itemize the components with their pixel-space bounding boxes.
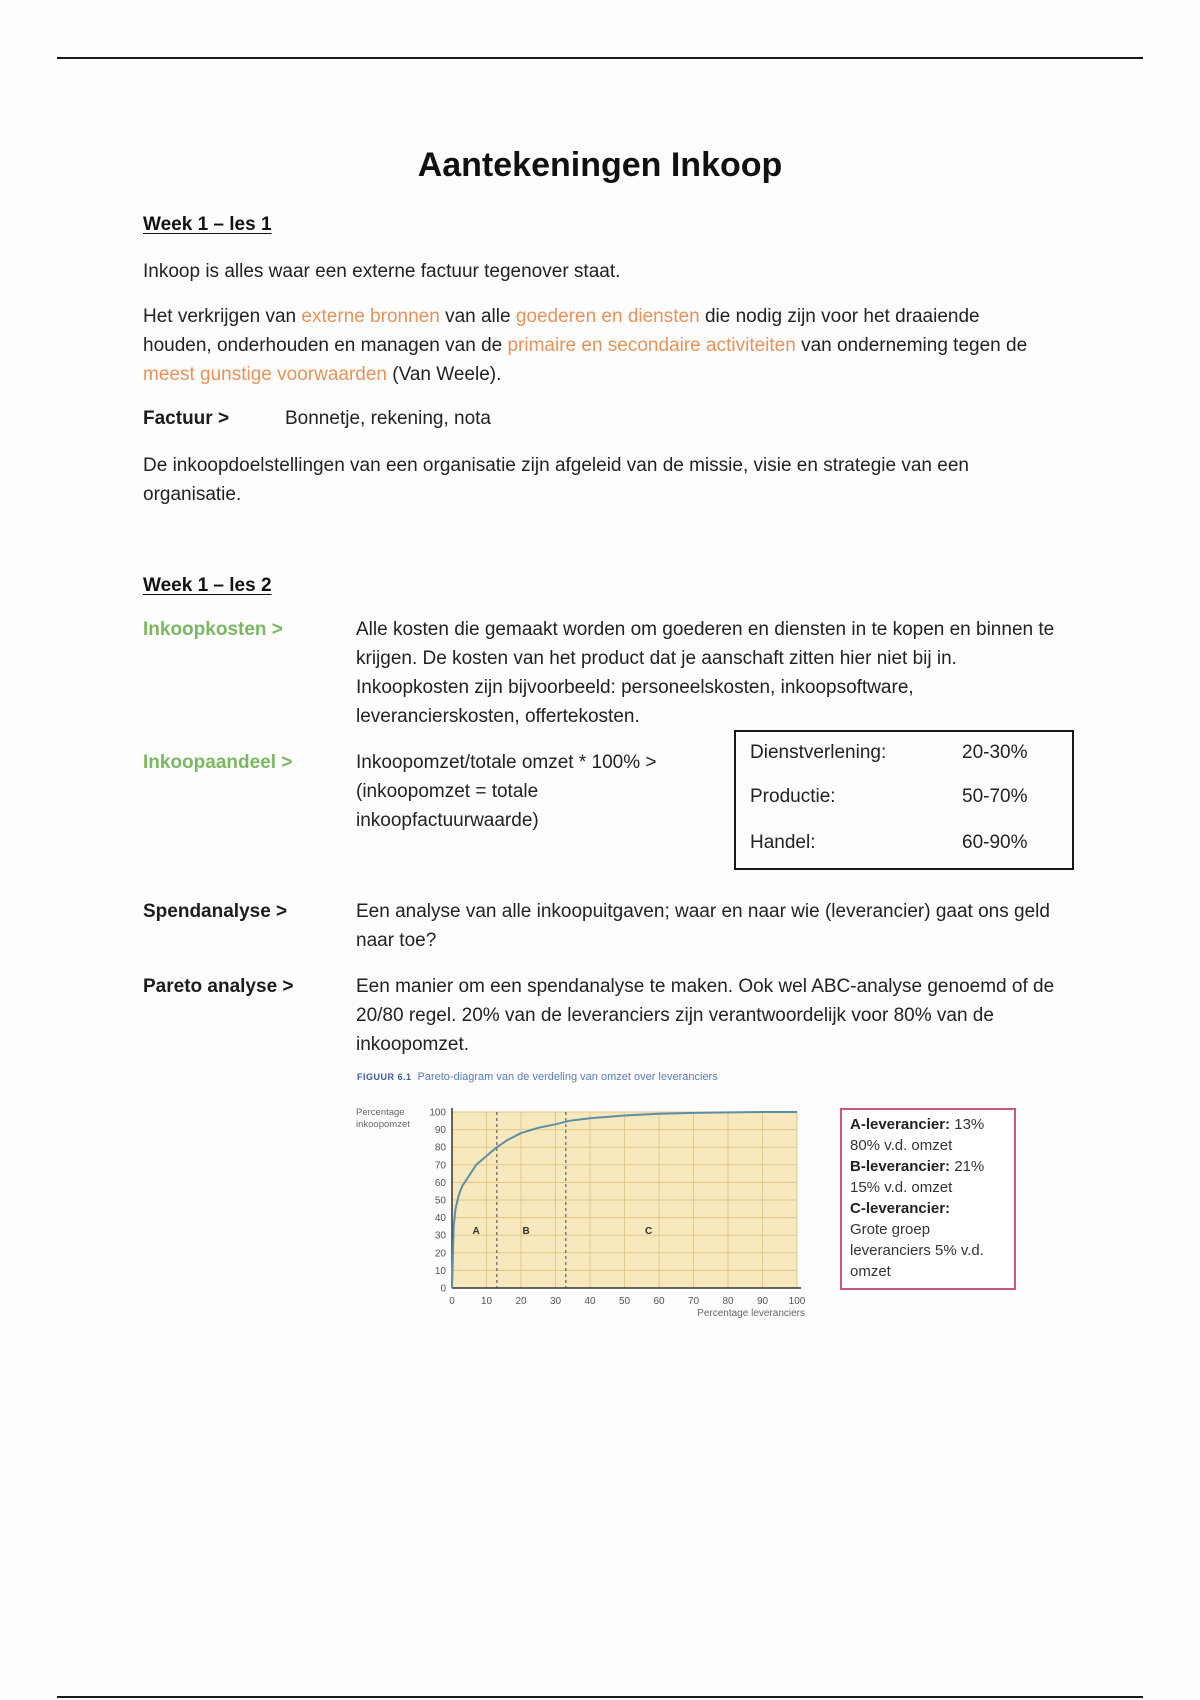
y-tick-label: 10 [434,1265,446,1277]
share-row [750,742,1058,764]
legend-c-text: Grote groep leveranciers 5% v.d. omzet [850,1221,984,1280]
definition-text: van onderneming tegen de [795,335,1028,356]
x-tick-label: 50 [618,1296,631,1307]
share-value: 50-70% [962,786,1028,807]
y-tick-label: 0 [440,1283,446,1295]
y-tick-label: 100 [429,1107,446,1119]
definition-inkoopkosten: Alle kosten die gemaakt worden om goederen en diensten in te kopen en binnen te krijgen. De kosten van het product dat je aanschaft zitten hier niet bij in. Inkoopkosten zijn bijvoorbeeld: personeelskosten, inkoopsoftware, leverancierskosten, offertekosten. [356,619,1055,727]
region-label: B [522,1225,530,1237]
legend-b-text: 15% v.d. omzet [850,1179,953,1196]
week1-paragraph-3: De inkoopdoelstellingen van een organisatie zijn afgeleid van de missie, visie en strategie van een organisatie. [143,455,969,505]
x-tick-label: 20 [515,1296,527,1307]
y-tick-label: 20 [434,1248,446,1260]
y-tick-label: 60 [434,1177,446,1189]
y-tick-label: 50 [434,1195,446,1207]
share-row [750,832,1058,854]
header-rule [57,57,1143,59]
term-inkoopaandeel: Inkoopaandeel > [143,752,293,773]
pareto-chart [352,1098,812,1328]
x-axis-label: Percentage leveranciers [697,1308,805,1319]
term-spendanalyse: Spendanalyse > [143,901,288,922]
x-tick-label: 80 [722,1296,734,1307]
share-value: 20-30% [962,742,1028,763]
definition-text: Het verkrijgen van [143,306,302,327]
share-label: Handel: [750,832,816,853]
definition-pareto-analyse: Een manier om een spendanalyse te maken. Ook wel ABC-analyse genoemd of de 20/80 regel. 20% van de leveranciers zijn verantwoordelijk voor 80% van de inkoopomzet. [356,976,1055,1055]
term-inkoopkosten: Inkoopkosten > [143,619,283,640]
legend-c [850,1198,1006,1219]
legend-c-label: C-leverancier: [850,1200,951,1217]
legend-a [850,1114,1006,1135]
definition-text: van alle [439,306,516,327]
definition-inkoopaandeel: Inkoopomzet/totale omzet * 100% > (inkoopomzet = totale inkoopfactuurwaarde) [356,752,657,831]
factuur-term: Factuur > [143,408,230,429]
y-axis-label: inkoopomzet [356,1119,410,1130]
y-tick-label: 90 [434,1125,446,1137]
highlighted-phrase: goederen en diensten [515,306,700,327]
x-tick-label: 100 [788,1296,806,1307]
x-tick-label: 60 [653,1296,665,1307]
factuur-definition: Bonnetje, rekening, nota [285,408,491,429]
legend-a-label: A-leverancier: [850,1116,951,1133]
x-tick-label: 70 [687,1296,700,1307]
y-axis-label: Percentage [356,1107,405,1118]
abc-legend-box [840,1108,1016,1290]
y-tick-label: 80 [434,1142,446,1154]
highlighted-phrase: externe bronnen [301,306,440,327]
share-value: 60-90% [962,832,1028,853]
term-pareto-analyse: Pareto analyse > [143,976,294,997]
week1-definition [143,302,1043,389]
share-row [750,786,1058,808]
figure-title: Pareto-diagram van de verdeling van omzet over leveranciers [417,1071,718,1083]
definition-text: die nodig zijn voor het draaiende houden, onderhouden en managen van de [143,306,980,356]
x-tick-label: 10 [480,1296,493,1307]
x-tick-label: 40 [584,1296,596,1307]
purchase-share-box [734,730,1074,870]
x-tick-label: 90 [756,1296,769,1307]
highlighted-phrase: meest gunstige voorwaarden [143,364,387,385]
x-tick-label: 30 [549,1296,562,1307]
y-tick-label: 40 [434,1213,446,1225]
highlighted-phrase: primaire en secondaire activiteiten [507,335,796,356]
page-title: Aantekeningen Inkoop [417,146,783,184]
share-label: Dienstverlening: [750,742,887,763]
week1-heading: Week 1 – les 1 [143,214,272,235]
definition-spendanalyse: Een analyse van alle inkoopuitgaven; waar en naar wie (leverancier) gaat ons geld naar toe? [356,901,1050,951]
legend-b-pct: 21% [950,1158,985,1175]
region-label: A [472,1225,480,1237]
y-tick-label: 70 [434,1160,446,1172]
region-label: C [645,1225,653,1237]
figure-caption [357,1071,718,1083]
footer-rule [57,1696,1143,1698]
y-tick-label: 30 [434,1230,446,1242]
definition-text: (Van Weele). [386,364,502,385]
share-label: Productie: [750,786,836,807]
x-tick-label: 0 [449,1296,455,1307]
figure-label: FIGUUR 6.1 [357,1072,412,1082]
legend-b-label: B-leverancier: [850,1158,951,1175]
week2-heading: Week 1 – les 2 [143,575,272,596]
legend-b [850,1156,1006,1177]
legend-a-text: 80% v.d. omzet [850,1137,953,1154]
week1-paragraph-1: Inkoop is alles waar een externe factuur tegenover staat. [143,261,621,282]
legend-a-pct: 13% [950,1116,985,1133]
